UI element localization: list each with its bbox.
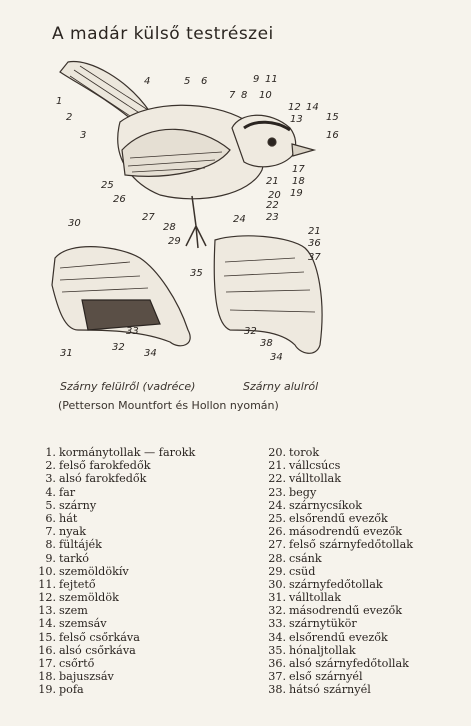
bird-drawing (52, 62, 322, 354)
legend-item: 26. másodrendű evezők (268, 525, 402, 539)
legend-item: 21. vállcsúcs (268, 459, 341, 473)
figure-label: 29 (168, 236, 181, 247)
legend-item: 4. far (45, 485, 76, 499)
figure-label: 14 (306, 102, 319, 113)
legend-item: 22. válltollak (268, 472, 341, 486)
caption-right-wing: Szárny alulról (243, 380, 319, 393)
figure-label: 35 (190, 268, 203, 279)
legend-item: 38. hátsó szárnyél (268, 683, 371, 697)
figure-label: 16 (326, 130, 339, 141)
legend-item: 34. elsőrendű evezők (268, 630, 388, 644)
legend-item: 23. begy (268, 485, 317, 499)
figure-label: 34 (144, 348, 157, 359)
figure-label: 37 (308, 252, 321, 263)
legend-left-column (30, 446, 195, 697)
legend-item: 7. nyak (45, 525, 86, 539)
legend-item: 28. csánk (268, 551, 322, 565)
figure-label: 26 (113, 194, 126, 205)
legend-item: 25. elsőrendű evezők (268, 511, 388, 525)
figure-label: 21 (266, 176, 279, 187)
legend-item: 16. alsó csőrkáva (38, 643, 136, 657)
figure-label: 25 (101, 180, 114, 191)
legend-item: 3. alsó farokfedők (45, 472, 147, 486)
figure-label: 31 (60, 348, 73, 359)
legend-item: 29. csüd (268, 564, 316, 578)
figure-label: 11 (265, 74, 278, 85)
legend-item: 6. hát (45, 511, 78, 525)
figure-label: 32 (112, 342, 125, 353)
figure-label: 1 (56, 96, 63, 107)
figure-label: 33 (126, 326, 139, 337)
figure-label: 12 (288, 102, 301, 113)
figure-label: 28 (163, 222, 176, 233)
legend-item: 8. fültájék (45, 538, 102, 552)
figure-label: 22 (266, 200, 279, 211)
figure-label: 20 (268, 190, 281, 201)
figure-label: 10 (259, 90, 272, 101)
figure-label: 38 (260, 338, 273, 349)
figure-label: 7 (229, 90, 236, 101)
figure-label: 17 (292, 164, 305, 175)
figure-label: 36 (308, 238, 321, 249)
legend-item: 1. kormánytollak — farokk (45, 446, 196, 459)
figure-label: 21 (308, 226, 321, 237)
caption-source: (Petterson Mountfort és Hollon nyomán) (58, 399, 279, 412)
legend-item: 30. szárnyfedőtollak (268, 577, 383, 591)
figure-label: 24 (233, 214, 246, 225)
figure-label: 15 (326, 112, 339, 123)
legend-item: 13. szem (38, 604, 88, 618)
figure-label: 13 (290, 114, 303, 125)
figure-label: 5 (184, 76, 191, 87)
figure-label: 9 (253, 74, 260, 85)
figure-label: 4 (144, 76, 151, 87)
figure-label: 2 (66, 112, 73, 123)
figure-label: 30 (68, 218, 81, 229)
figure-label: 32 (244, 326, 257, 337)
legend-item: 11. fejtető (38, 577, 96, 591)
legend-right-column (258, 446, 413, 697)
figure-label: 18 (292, 176, 305, 187)
legend-item: 35. hónaljtollak (268, 643, 356, 657)
legend-item: 20. torok (268, 446, 320, 459)
figure-label: 34 (270, 352, 283, 363)
legend-item: 15. felső csőrkáva (38, 630, 140, 644)
figure-label: 27 (142, 212, 155, 223)
legend-item: 10. szemöldökív (38, 564, 129, 578)
legend-item: 9. tarkó (45, 551, 90, 565)
legend-item: 14. szemsáv (38, 617, 107, 631)
legend-item: 17. csőrtő (38, 657, 95, 670)
legend-item: 36. alsó szárnyfedőtollak (268, 657, 409, 670)
legend-item: 33. szárnytükör (268, 617, 357, 631)
legend-item: 12. szemöldök (38, 591, 119, 605)
legend-item: 19. pofa (38, 683, 84, 697)
legend-item: 31. válltollak (268, 591, 341, 605)
figure-label: 8 (241, 90, 248, 101)
legend-item: 5. szárny (45, 498, 97, 512)
figure-label: 3 (80, 130, 87, 141)
figure-label: 19 (290, 188, 303, 199)
figure-title: A madár külső testrészei (52, 24, 274, 44)
legend-item: 2. felső farokfedők (45, 459, 151, 473)
legend-item: 24. szárnycsíkok (268, 498, 363, 512)
figure-label: 23 (266, 212, 279, 223)
legend-item: 32. másodrendű evezők (268, 604, 402, 618)
legend-item: 27. felső szárnyfedőtollak (268, 538, 414, 552)
legend-item: 37. első szárnyél (268, 670, 363, 684)
caption-left-wing: Szárny felülről (vadréce) (60, 380, 196, 393)
legend-item: 18. bajuszsáv (38, 670, 114, 684)
figure-label: 6 (201, 76, 208, 87)
